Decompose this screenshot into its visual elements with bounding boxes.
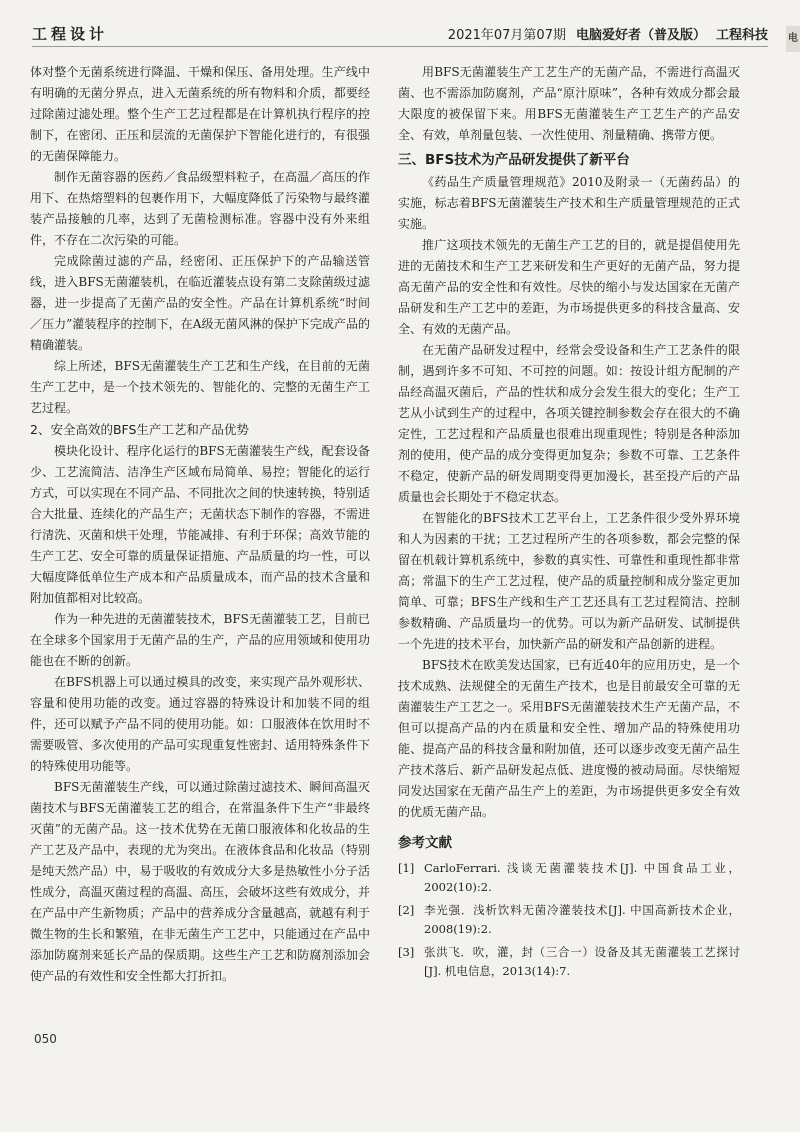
edge-tab: 电 — [786, 26, 800, 52]
header-right — [448, 24, 768, 43]
reference-text: 李光强．浅析饮料无菌冷灌装技术[J]. 中国高新技术企业，2008(19):2. — [424, 903, 740, 936]
paragraph: BFS无菌灌装生产线，可以通过除菌过滤技术、瞬间高温灭菌技术与BFS无菌灌装工艺的组合，在常温条件下生产“非最终灭菌”的无菌产品。这一技术优势在无菌口服液体和化妆品的生产工艺及产品中，表现的尤为突出。在液体食品和化妆品（特别是纯天然产品）中，易于吸收的有效成分大多是热敏性小分子活性成分，高温灭菌过程的高温、高压，会破坏这些有效成分，并在产品中产生新物质；产品中的营养成分含量越高，就越有利于微生物的生长和繁殖，在非无菌生产工艺中，只能通过在产品中添加防腐剂来延长产品的保质期。这些生产工艺和防腐剂添加会使产品的有效性和安全性都大打折扣。 — [30, 780, 370, 983]
header-column: 工程科技 — [715, 27, 768, 43]
paragraph: 在BFS机器上可以通过模具的改变，来实现产品外观形状、容量和使用功能的改变。通过容器的特殊设计和加装不同的组件，还可以赋予产品不同的使用功能。如：口服液体在饮用时不需要吸管、多次使用的产品可实现重复性密封、适用特殊条件下的特殊使用功能等。 — [30, 675, 370, 773]
paragraph: 用BFS无菌灌装生产工艺生产的无菌产品，不需进行高温灭菌、也不需添加防腐剂，产品“原汁原味”，各种有效成分都会最大限度的被保留下来。用BFS无菌灌装生产工艺生产的产品安全、有效，单剂量包装、一次性使用、剂量精确、携带方便。 — [398, 65, 740, 142]
paragraph: 完成除菌过滤的产品，经密闭、正压保护下的产品输送管线，进入BFS无菌灌装机，在临近灌装点设有第二支除菌级过滤器，进一步提高了无菌产品的安全性。产品在计算机系统“时间／压力”灌装程序的控制下，在A级无菌风淋的保护下完成产品的精确灌装。 — [30, 254, 370, 352]
paragraph: 作为一种先进的无菌灌装技术，BFS无菌灌装工艺，目前已在全球多个国家用于无菌产品的生产，产品的应用领域和使用功能也在不断的创新。 — [30, 612, 370, 668]
paragraph: BFS技术在欧美发达国家，已有近40年的应用历史，是一个技术成熟、法规健全的无菌生产技术，也是目前最安全可靠的无菌灌装生产工艺之一。采用BFS无菌灌装技术生产无菌产品，不但可以提高产品的内在质量和安全性、增加产品的特殊使用功能、提高产品的科技含量和附加值，还可以逐步改变无菌产品生产技术落后、新产品研发起点低、进度慢的被动局面。尽快缩短同发达国家在无菌产品生产上的差距，为市场提供更多安全有效的优质无菌产品。 — [398, 658, 740, 819]
page-number: 050 — [34, 1032, 57, 1046]
header-section: 工程设计 — [32, 24, 109, 43]
right-column — [398, 62, 740, 985]
paragraph: 体对整个无菌系统进行降温、干燥和保压、备用处理。生产线中有明确的无菌分界点，进入无菌系统的所有物料和介质，都要经过除菌过滤处理。整个生产工艺过程都是在计算机执行程序的控制下，在密闭、正压和层流的无菌保护下智能化进行的，有很强的无菌保障能力。 — [30, 65, 370, 163]
paragraph: 制作无菌容器的医药／食品级塑料粒子，在高温／高压的作用下、在热熔塑料的包裹作用下，大幅度降低了污染物与最终灌装产品接触的几率，达到了无菌检测标准。容器中没有外来组件，不存在二次污染的可能。 — [30, 170, 370, 247]
reference-item — [398, 859, 740, 897]
paragraph: 《药品生产质量管理规范》2010及附录一（无菌药品）的实施，标志着BFS无菌灌装生产技术和生产质量管理规范的正式实施。 — [398, 175, 740, 231]
paragraph: 模块化设计、程序化运行的BFS无菌灌装生产线，配套设备少、工艺流简洁、洁净生产区域布局简单、易控；智能化的运行方式，可以实现在不同产品、不同批次之间的快速转换，特别适合大批量、连续化的产品生产；无菌状态下制作的容器，不需进行清洗、灭菌和烘干处理，节能减排、有利于环保；高效节能的生产工艺、安全可靠的质量保证措施、产品质量的均一性，可以大幅度降低单位生产成本和产品质量成本，而产品的技术含量和附加值都相对比较高。 — [30, 444, 370, 605]
reference-number: [2] — [398, 903, 415, 917]
subsection-heading: 2、安全高效的BFS生产工艺和产品优势 — [30, 422, 249, 437]
left-column — [30, 62, 370, 987]
reference-item — [398, 943, 740, 981]
reference-text: 张洪飞．吹，灌，封（三合一）设备及其无菌灌装工艺探讨[J]. 机电信息，2013(14):7. — [424, 945, 740, 978]
header-issue: 2021年07月第07期 — [447, 27, 566, 43]
paragraph: 在智能化的BFS技术工艺平台上，工艺条件很少受外界环境和人为因素的干扰；工艺过程所产生的各项参数，都会完整的保留在机载计算机系统中，参数的真实性、可靠性和重现性都非常高；常温下的生产工艺过程，使产品的质量控制和成分鉴定更加简单、可靠；BFS生产线和生产工艺还具有工艺过程简洁、控制参数精确、产品质量均一的优势。可以为新产品研发、试制提供一个先进的技术平台，加快新产品的研发和产品创新的进程。 — [398, 511, 740, 651]
page-header — [32, 20, 768, 47]
paragraph: 在无菌产品研发过程中，经常会受设备和生产工艺条件的限制，遇到许多不可知、不可控的问题。如：按设计组方配制的产品经高温灭菌后，产品的性状和成分会发生很大的变化；生产工艺从小试到生产的过程中，各项关键控制参数会存在很大的不确定性，工艺过程和产品质量也很难出现重现性；特别是各种添加剂的使用，使产品的成分变得更加复杂；参数不可靠、工艺条件不稳定，使新产品的研发周期变得更加漫长，甚至投产后的产品质量也会长期处于不稳定状态。 — [398, 343, 740, 504]
reference-item — [398, 901, 740, 939]
reference-text: CarloFerrari. 浅谈无菌灌装技术[J]. 中国食品工业，2002(10):2. — [424, 861, 740, 894]
header-journal: 电脑爱好者（普及版） — [575, 27, 706, 43]
reference-list — [398, 859, 740, 981]
section-heading: 三、BFS技术为产品研发提供了新平台 — [398, 152, 630, 168]
reference-number: [1] — [398, 861, 415, 875]
paragraph: 推广这项技术领先的无菌生产工艺的目的，就是提倡使用先进的无菌技术和生产工艺来研发和生产更好的无菌产品，努力提高无菌产品的安全性和有效性。尽快的缩小与发达国家在无菌产品研发和生产工艺中的差距，为市场提供更多的科技含量高、安全、有效的无菌产品。 — [398, 238, 740, 336]
paragraph: 综上所述，BFS无菌灌装生产工艺和生产线，在目前的无菌生产工艺中，是一个技术领先的、智能化的、完整的无菌生产工艺过程。 — [30, 359, 370, 415]
reference-number: [3] — [398, 945, 415, 959]
references-heading: 参考文献 — [398, 835, 452, 851]
